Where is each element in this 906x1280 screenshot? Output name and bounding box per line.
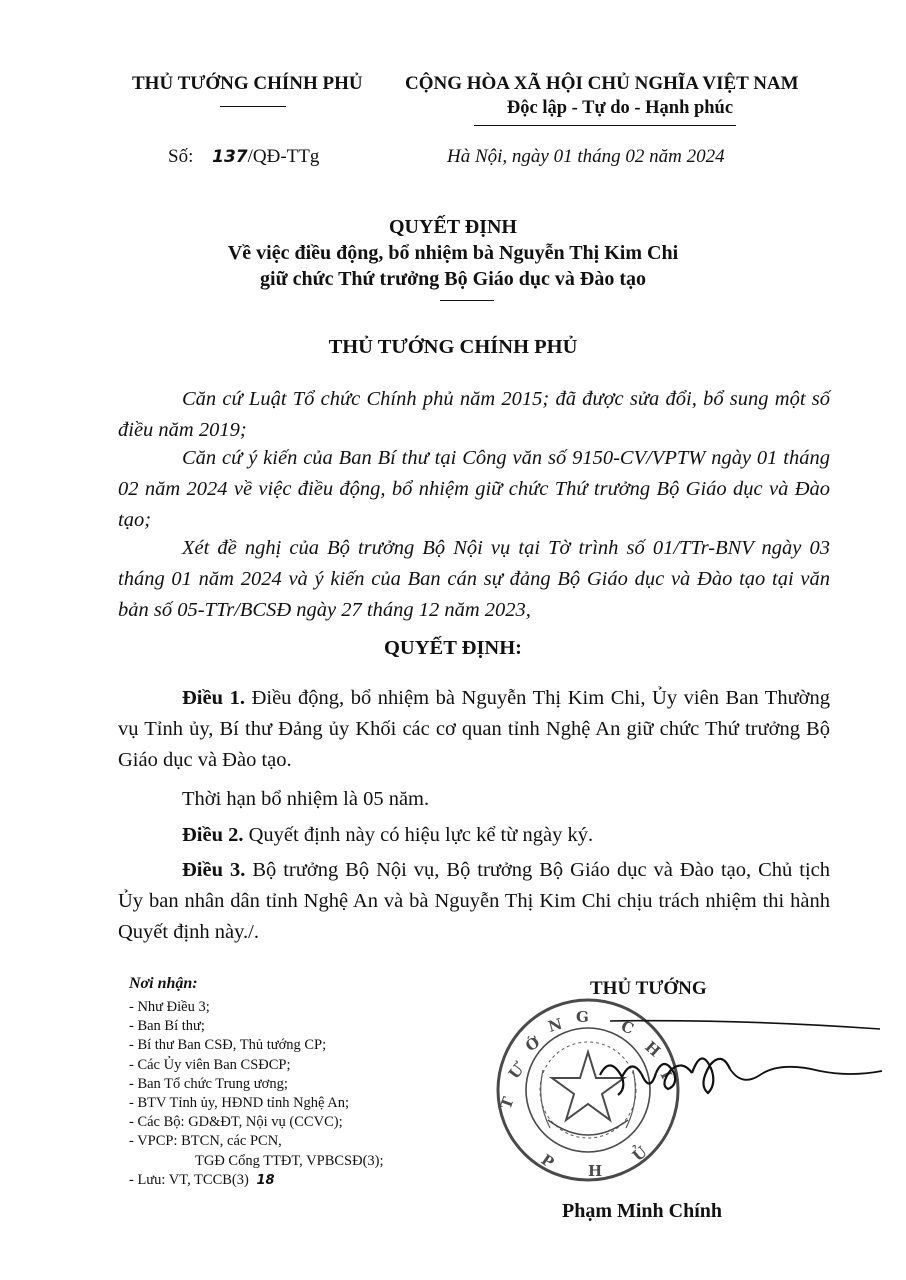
svg-text:Ớ: Ớ: [522, 1033, 544, 1056]
svg-text:C: C: [618, 1017, 637, 1039]
svg-text:N: N: [546, 1014, 565, 1036]
national-motto: Độc lập - Tự do - Hạnh phúc: [506, 98, 734, 118]
svg-text:H: H: [588, 1162, 603, 1180]
svg-text:Ư: Ư: [504, 1061, 528, 1083]
svg-text:P: P: [537, 1150, 558, 1172]
svg-text:H: H: [641, 1037, 664, 1061]
subject-line-2: giữ chức Thứ trưởng Bộ Giáo dục và Đào tạo: [260, 268, 646, 290]
article-3-text: Bộ trưởng Bộ Nội vụ, Bộ trưởng Bộ Giáo dục và Đào tạo, Chủ tịch Ủy ban nhân dân tỉnh Nghệ An và bà Nguyễn Thị Kim Chi chịu trách nhiệm thi hành Quyết định này./.: [118, 859, 831, 943]
article-2-text: Quyết định này có hiệu lực kể từ ngày ký.: [248, 824, 594, 846]
decision-heading: QUYẾT ĐỊNH:: [383, 637, 522, 659]
svg-text:Í: Í: [656, 1067, 676, 1083]
subject-line-1: Về việc điều động, bổ nhiệm bà Nguyễn Thị Kim Chi: [227, 242, 679, 264]
document-number: [168, 146, 319, 168]
preamble-3: Xét đề nghị của Bộ trưởng Bộ Nội vụ tại Tờ trình số 01/TTr-BNV ngày 03 tháng 01 năm 2024 và ý kiến của Ban cán sự đảng Bộ Giáo dục và Đào tạo tại văn bản số 05-TTr/BCSĐ ngày 27 tháng 12 năm 2023,: [118, 537, 830, 621]
issuing-agency: THỦ TƯỚNG CHÍNH PHỦ: [132, 73, 363, 94]
recipient-item: - BTV Tỉnh ủy, HĐND tỉnh Nghệ An;: [129, 1095, 350, 1112]
recipient-item: - Bí thư Ban CSĐ, Thủ tướng CP;: [129, 1037, 327, 1054]
signer-title: THỦ TƯỚNG: [590, 978, 707, 999]
article-2-label: Điều 2.: [182, 824, 244, 846]
appointment-term: Thời hạn bổ nhiệm là 05 năm.: [182, 788, 430, 810]
svg-text:G: G: [576, 1008, 589, 1026]
title-underline: [440, 300, 494, 301]
recipient-item: - Các Bộ: GD&ĐT, Nội vụ (CCVC);: [129, 1114, 343, 1131]
number-suffix: /QĐ-TTg: [247, 146, 320, 167]
recipient-item: TGĐ Cổng TTĐT, VPBCSĐ(3);: [195, 1152, 384, 1169]
recipients-list: [129, 998, 449, 1190]
handwritten-mark: 18: [256, 1172, 275, 1188]
article-1-label: Điều 1.: [182, 687, 245, 709]
preamble-2: Căn cứ ý kiến của Ban Bí thư tại Công văn số 9150-CV/VPTW ngày 01 tháng 02 năm 2024 về việc điều động, bổ nhiệm giữ chức Thứ trưởng Bộ Giáo dục và Đào tạo;: [118, 447, 830, 531]
svg-text:T: T: [496, 1094, 518, 1112]
article-2: [118, 820, 830, 851]
recipient-item: - Như Điều 3;: [129, 999, 210, 1015]
signer-name: Phạm Minh Chính: [562, 1200, 723, 1222]
country-name: CỘNG HÒA XÃ HỘI CHỦ NGHĨA VIỆT NAM: [405, 73, 799, 94]
article-1-text: Điều động, bổ nhiệm bà Nguyễn Thị Kim Chi, Ủy viên Ban Thường vụ Tỉnh ủy, Bí thư Đảng ủy Khối các cơ quan tỉnh Nghệ An giữ chức Thứ trưởng Bộ Giáo dục và Đào tạo.: [118, 687, 831, 771]
recipient-item: [129, 1171, 449, 1190]
number-label: Số:: [168, 146, 194, 167]
preamble-1: Căn cứ Luật Tổ chức Chính phủ năm 2015; đã được sửa đổi, bổ sung một số điều năm 2019;: [118, 388, 830, 441]
article-3: [118, 855, 830, 948]
handwritten-signature-icon: [560, 1015, 890, 1125]
article-1: [118, 683, 830, 776]
issuing-authority: THỦ TƯỚNG CHÍNH PHỦ: [328, 336, 578, 358]
recipient-item-text: - Lưu: VT, TCCB(3): [129, 1171, 249, 1188]
motto-underline: [474, 125, 736, 126]
recipients-label: Nơi nhận:: [129, 975, 198, 992]
article-3-label: Điều 3.: [182, 859, 246, 881]
recipient-item: - Ban Bí thư;: [129, 1018, 205, 1035]
recipient-item: - Các Ủy viên Ban CSĐCP;: [129, 1056, 291, 1073]
handwritten-number: 137: [212, 147, 248, 167]
svg-text:Ủ: Ủ: [629, 1142, 651, 1166]
place-and-date: Hà Nội, ngày 01 tháng 02 năm 2024: [447, 146, 725, 167]
recipient-item: - VPCP: BTCN, các PCN,: [129, 1133, 282, 1150]
agency-underline: [220, 106, 286, 107]
document-type-heading: QUYẾT ĐỊNH: [389, 216, 517, 238]
recipient-item: - Ban Tổ chức Trung ương;: [129, 1075, 288, 1092]
